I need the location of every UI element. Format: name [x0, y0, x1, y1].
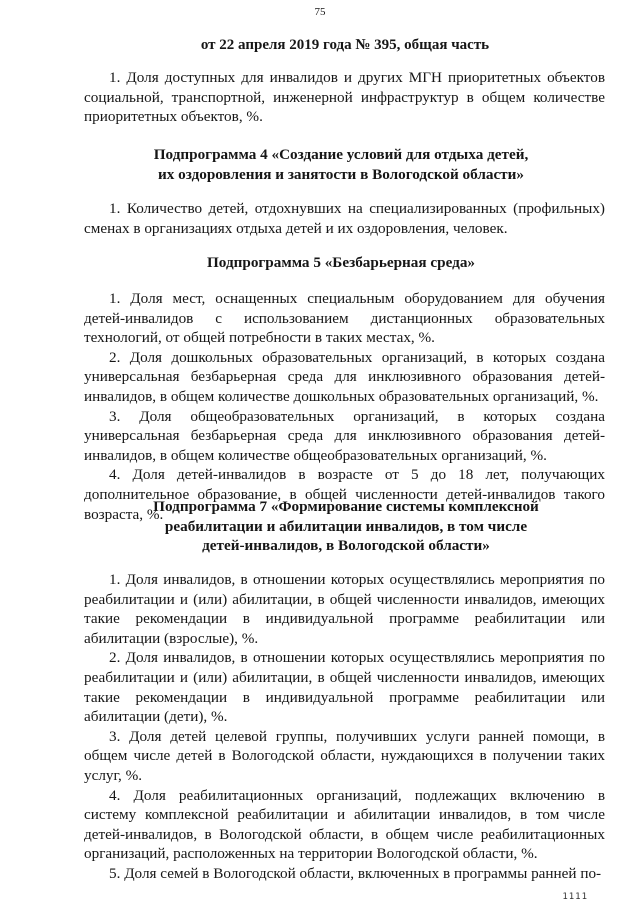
section-title-line: Подпрограмма 5 «Безбарьерная среда» — [206, 254, 476, 271]
section-title-line: детей-инвалидов, в Вологодской области» — [202, 537, 490, 554]
section-title — [0, 497, 640, 556]
paragraph: 4. Доля детей-инвалидов в возрасте от 5 до 18 лет, получающих дополнительное образование, в общей численности детей-инвалидов такого возраста, %. — [84, 466, 605, 523]
footer-mark: 1111 — [562, 892, 588, 902]
paragraph: 5. Доля семей в Вологодской области, включенных в программы ранней по- — [109, 864, 602, 882]
paragraph: 1. Доля инвалидов, в отношении которых осуществлялись мероприятия по реабилитации и (или) абилитации, в общей численности инвалидов, имеющих такие рекомендации в индивидуальной программе реабилитации или абилитации (взрослые), %. — [84, 571, 605, 647]
paragraph: 1. Количество детей, отдохнувших на специализированных (профильных) сменах в организациях отдыха детей и их оздоровления, человек. — [84, 200, 605, 237]
page-number: 75 — [314, 6, 326, 18]
paragraph: 1. Доля доступных для инвалидов и других МГН приоритетных объектов социальной, транспортной, инженерной инфраструктур в общем количестве приоритетных объектов, %. — [84, 69, 605, 126]
section-title — [0, 145, 640, 184]
paragraph: 3. Доля общеобразовательных организаций, в которых создана универсальная безбарьерная среда для инклюзивного образования детей-инвалидов, в общем количестве общеобразовательных организаций, %. — [84, 407, 605, 464]
section-title-line: Подпрограмма 4 «Создание условий для отдыха детей, — [153, 146, 529, 163]
document-header: от 22 апреля 2019 года № 395, общая часть — [200, 37, 490, 53]
section-title-line: реабилитации и абилитации инвалидов, в том числе — [164, 517, 528, 535]
section-items — [84, 289, 605, 524]
section-items — [84, 199, 605, 238]
intro-block — [84, 68, 605, 127]
section-items — [84, 570, 605, 884]
section-title-line: Подпрограмма 7 «Формирование системы комплексной — [153, 498, 539, 515]
paragraph: 4. Доля реабилитационных организаций, подлежащих включению в систему комплексной реабилитации и абилитации инвалидов, в том числе детей-инвалидов, в Вологодской области, в общем числе реабилитационных организаций, расположенных на территории Вологодской области, %. — [84, 786, 605, 863]
paragraph: 1. Доля мест, оснащенных специальным оборудованием для обучения детей-инвалидов с использованием дистанционных образовательных технологий, от общей потребности в таких местах, %. — [84, 290, 605, 347]
paragraph: 2. Доля дошкольных образовательных организаций, в которых создана универсальная безбарьерная среда для инклюзивного образования детей-инвалидов, в общем количестве дошкольных образовательных организаций, %. — [84, 348, 605, 405]
paragraph: 3. Доля детей целевой группы, получивших услуги ранней помощи, в общем числе детей в Вологодской области, нуждающихся в получении таких услуг, %. — [84, 727, 605, 784]
paragraph: 2. Доля инвалидов, в отношении которых осуществлялись мероприятия по реабилитации и (или) абилитации, в общей численности инвалидов, имеющих такие рекомендации в индивидуальной программе реабилитации или абилитации (дети), %. — [84, 649, 605, 726]
section-title-line: их оздоровления и занятости в Вологодской области» — [158, 165, 524, 183]
section-title — [0, 253, 640, 273]
